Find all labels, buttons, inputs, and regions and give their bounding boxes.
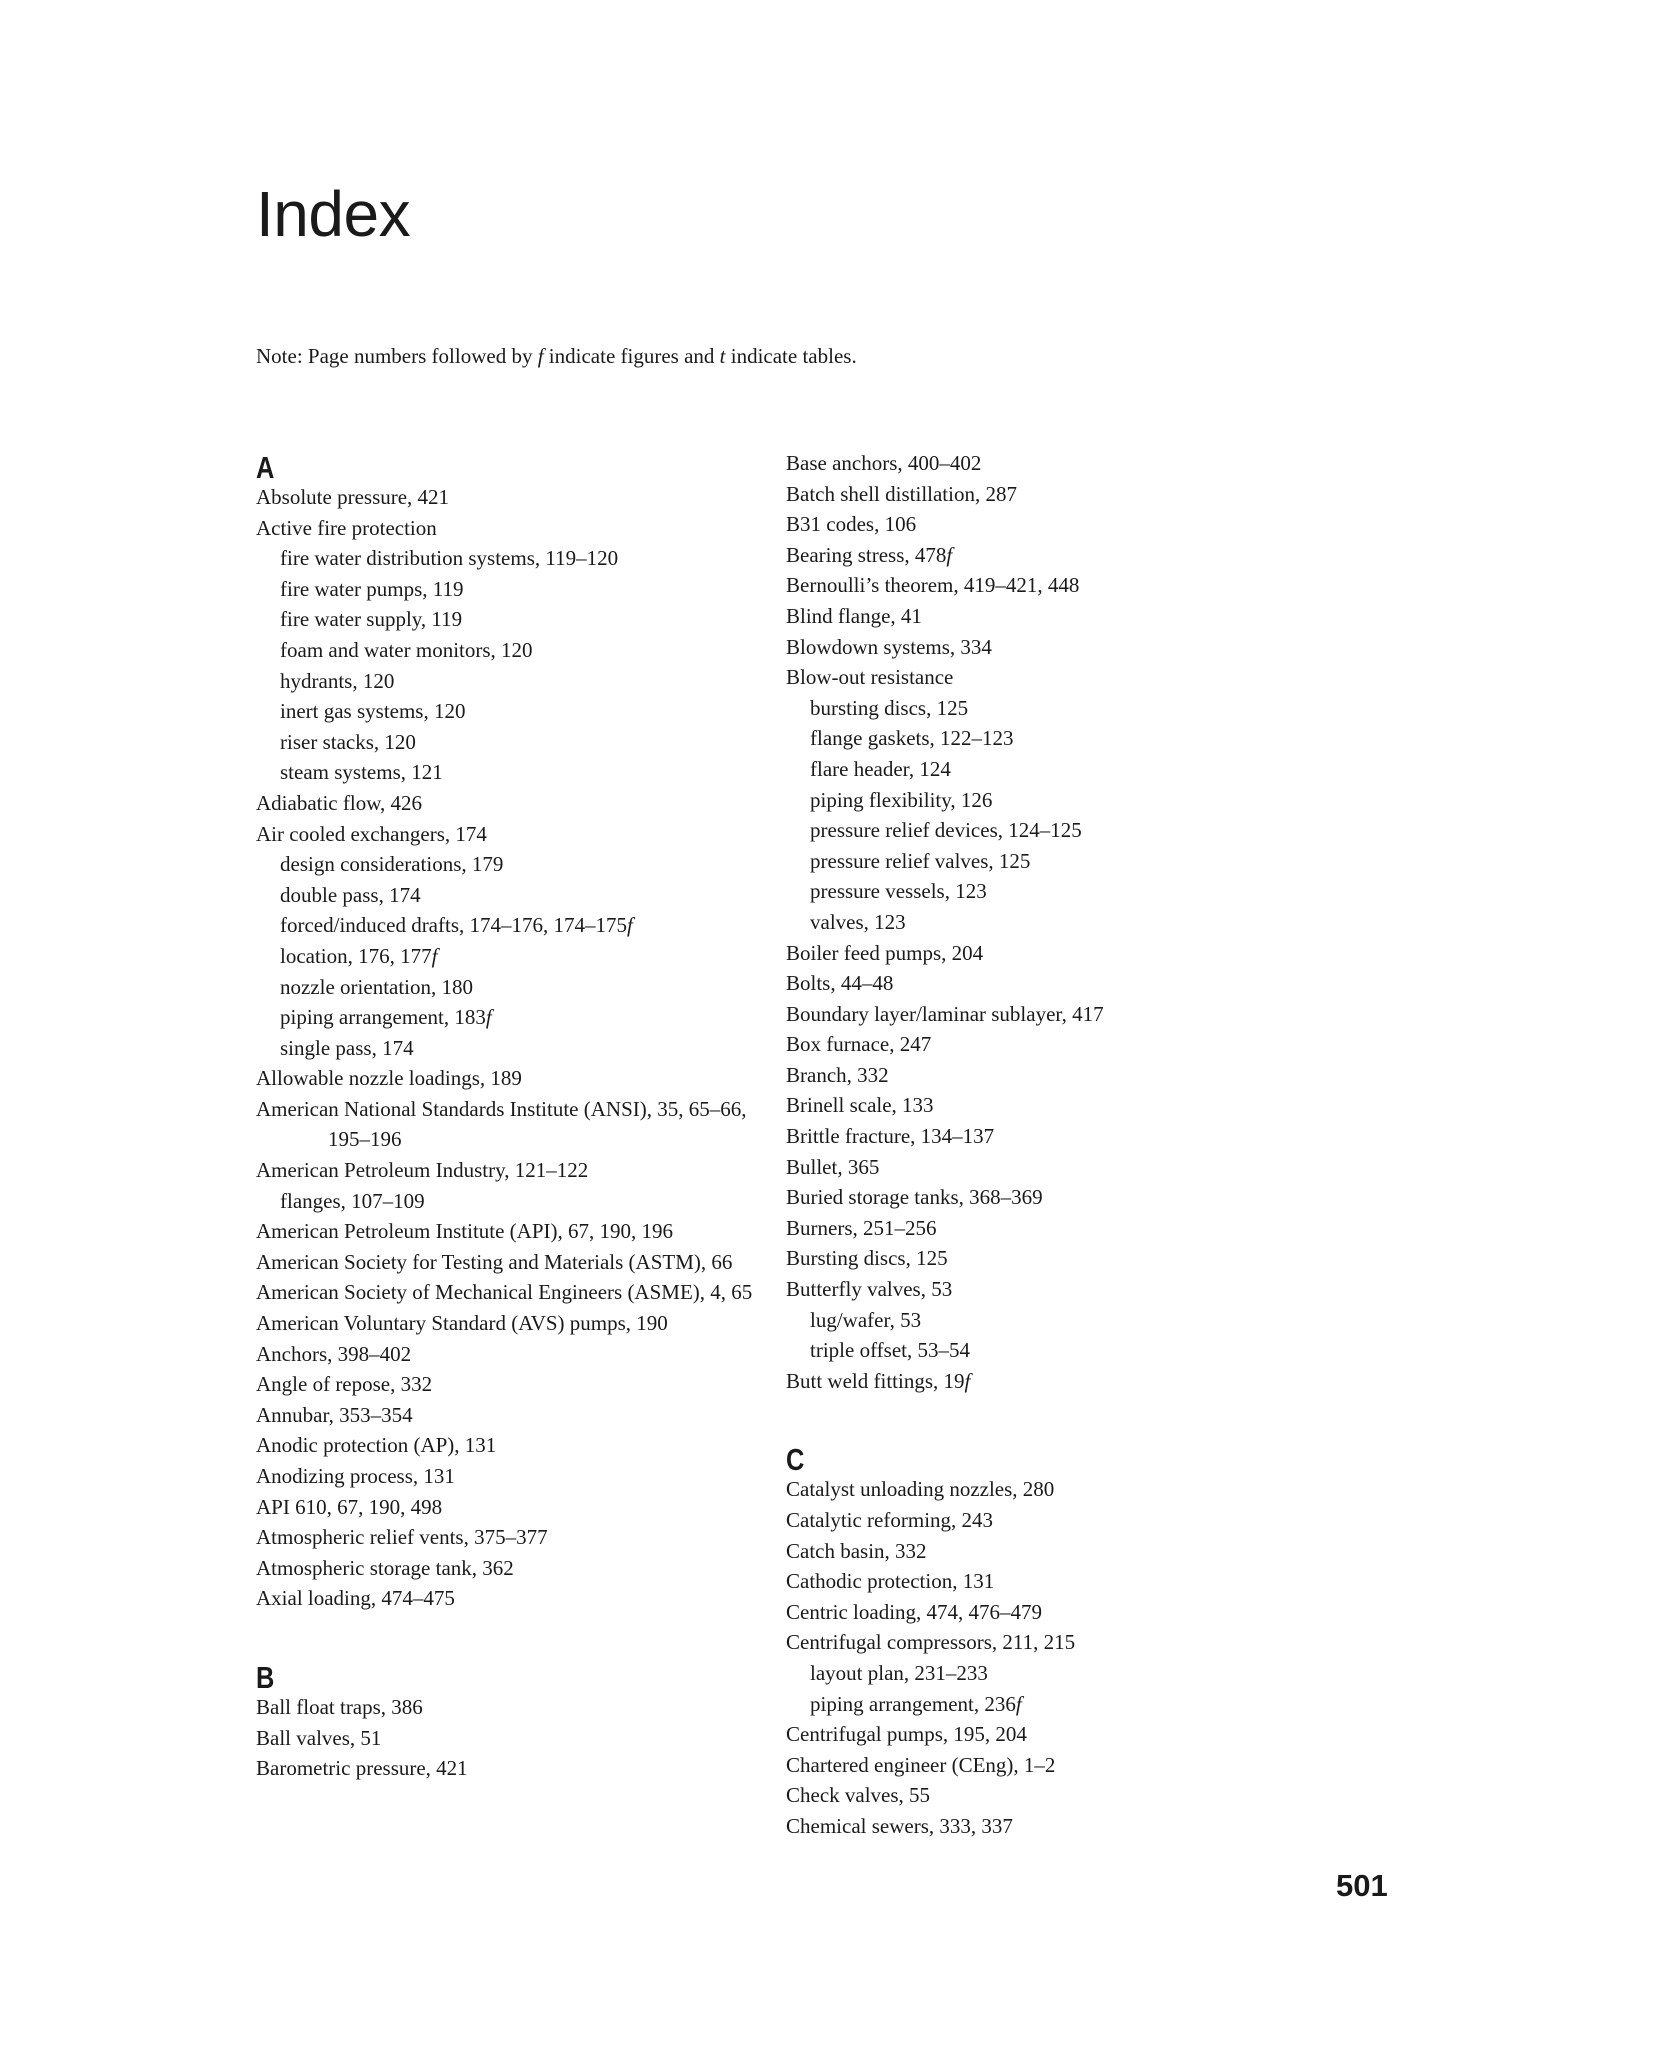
- index-subentry: nozzle orientation, 180: [280, 974, 474, 999]
- note-f: f: [537, 344, 544, 368]
- index-entry: Batch shell distillation, 287: [786, 481, 1017, 506]
- index-entry: Box furnace, 247: [786, 1032, 932, 1057]
- index-subentry: location, 176, 177f: [280, 943, 438, 968]
- index-subentry: pressure relief valves, 125: [810, 848, 1031, 873]
- index-entry: American Society of Mechanical Engineers (ASME), 4, 65: [256, 1280, 753, 1305]
- index-subentry: triple offset, 53–54: [810, 1338, 971, 1363]
- index-entry: Barometric pressure, 421: [256, 1756, 468, 1781]
- page-number: 501: [1336, 1868, 1388, 1903]
- letter-heading-b: B: [256, 1659, 275, 1695]
- index-entry: Anodizing process, 131: [256, 1464, 455, 1488]
- index-entry: American Petroleum Industry, 121–122: [256, 1158, 589, 1183]
- index-subentry: design considerations, 179: [280, 852, 504, 877]
- index-entry: Centrifugal pumps, 195, 204: [786, 1722, 1027, 1747]
- note-prefix: Note: Page numbers followed by: [256, 344, 538, 368]
- page-title: Index: [256, 178, 411, 250]
- index-subentry: fire water pumps, 119: [280, 576, 464, 601]
- index-entry: Chartered engineer (CEng), 1–2: [786, 1752, 1056, 1777]
- index-subentry: flange gaskets, 122–123: [810, 726, 1014, 751]
- index-entry: Anodic protection (AP), 131: [256, 1433, 497, 1458]
- index-entry: Butterfly valves, 53: [786, 1277, 953, 1302]
- index-entry: Ball float traps, 386: [256, 1694, 423, 1719]
- index-subentry: pressure relief devices, 124–125: [810, 818, 1082, 843]
- index-subentry: piping arrangement, 236f: [810, 1691, 1022, 1716]
- index-subentry: valves, 123: [810, 909, 906, 934]
- index-subentry: layout plan, 231–233: [810, 1660, 988, 1685]
- index-subentry: fire water supply, 119: [280, 607, 463, 632]
- index-entry: Adiabatic flow, 426: [256, 790, 423, 815]
- index-entry: Bernoulli’s theorem, 419–421, 448: [786, 573, 1080, 598]
- index-entry: American Society for Testing and Materials (ASTM), 66: [256, 1249, 733, 1274]
- index-entry: Catalyst unloading nozzles, 280: [786, 1477, 1055, 1502]
- letter-heading-a: A: [256, 450, 275, 485]
- index-entry: Brinell scale, 133: [786, 1093, 934, 1118]
- index-entry: Angle of repose, 332: [256, 1372, 433, 1397]
- index-subentry: piping arrangement, 183f: [280, 1005, 492, 1030]
- index-column-right: [786, 448, 1306, 1842]
- index-entry: Base anchors, 400–402: [786, 451, 982, 475]
- index-entry: Catalytic reforming, 243: [786, 1508, 994, 1532]
- index-subentry: steam systems, 121: [280, 760, 443, 785]
- index-entry: Active fire protection: [256, 515, 437, 540]
- index-entry: Brittle fracture, 134–137: [786, 1124, 995, 1149]
- index-entry: B31 codes, 106: [786, 512, 917, 537]
- index-entry: Bullet, 365: [786, 1154, 880, 1179]
- index-entry: Blowdown systems, 334: [786, 634, 992, 659]
- index-entry: Centrifugal compressors, 211, 215: [786, 1630, 1076, 1655]
- index-subentry: flanges, 107–109: [280, 1188, 425, 1213]
- index-entry: Bearing stress, 478f: [786, 542, 953, 567]
- index-subentry: single pass, 174: [280, 1035, 414, 1060]
- index-subentry: bursting discs, 125: [810, 695, 969, 720]
- index-entry: Boundary layer/laminar sublayer, 417: [786, 1001, 1104, 1026]
- index-subentry: inert gas systems, 120: [280, 699, 466, 724]
- section-gap: [786, 1396, 1306, 1440]
- index-entry: American Voluntary Standard (AVS) pumps, 190: [256, 1311, 668, 1336]
- index-entry: Boiler feed pumps, 204: [786, 940, 984, 965]
- index-entry: Air cooled exchangers, 174: [256, 821, 487, 846]
- index-entry: American Petroleum Institute (API), 67, 190, 196: [256, 1219, 674, 1244]
- index-entry: Absolute pressure, 421: [256, 485, 450, 509]
- index-subentry: hydrants, 120: [280, 668, 395, 693]
- index-entry: API 610, 67, 190, 498: [256, 1494, 443, 1519]
- index-entry: Centric loading, 474, 476–479: [786, 1599, 1043, 1624]
- index-subentry: pressure vessels, 123: [810, 879, 987, 904]
- index-entry: Catch basin, 332: [786, 1538, 927, 1563]
- index-subentry: riser stacks, 120: [280, 729, 416, 754]
- index-entry: Blind flange, 41: [786, 603, 922, 628]
- index-subentry: flare header, 124: [810, 756, 951, 781]
- section-gap: [256, 1614, 756, 1658]
- index-entry: Atmospheric relief vents, 375–377: [256, 1525, 548, 1550]
- index-entry: Burners, 251–256: [786, 1215, 937, 1240]
- note-middle: indicate figures and: [543, 344, 720, 368]
- index-entry: Butt weld fittings, 19f: [786, 1368, 971, 1393]
- index-entry: Bursting discs, 125: [786, 1246, 948, 1271]
- index-entry: American National Standards Institute (ANSI), 35, 65–66, 195–196: [256, 1096, 747, 1152]
- index-subentry: forced/induced drafts, 174–176, 174–175f: [280, 913, 633, 938]
- index-entry: Allowable nozzle loadings, 189: [256, 1066, 522, 1091]
- index-entry: Branch, 332: [786, 1062, 889, 1087]
- index-entry: Axial loading, 474–475: [256, 1586, 455, 1611]
- note-t: t: [719, 344, 726, 368]
- index-entry: Ball valves, 51: [256, 1725, 382, 1750]
- index-subentry: foam and water monitors, 120: [280, 637, 533, 662]
- index-entry: Blow-out resistance: [786, 665, 954, 690]
- index-note: [256, 344, 857, 369]
- index-subentry: piping flexibility, 126: [810, 787, 993, 812]
- note-suffix: indicate tables.: [725, 344, 857, 368]
- index-entry: Atmospheric storage tank, 362: [256, 1555, 514, 1580]
- index-entry: Check valves, 55: [786, 1783, 931, 1808]
- index-entry: Annubar, 353–354: [256, 1402, 413, 1427]
- index-entry: Chemical sewers, 333, 337: [786, 1813, 1013, 1838]
- index-entry: Buried storage tanks, 368–369: [786, 1185, 1043, 1210]
- index-entry: Bolts, 44–48: [786, 971, 894, 996]
- letter-heading-c: C: [786, 1442, 805, 1478]
- index-subentry: lug/wafer, 53: [810, 1307, 922, 1332]
- index-subentry: fire water distribution systems, 119–120: [280, 546, 619, 571]
- index-column-left: [256, 448, 756, 1784]
- index-subentry: double pass, 174: [280, 882, 421, 907]
- index-entry: Cathodic protection, 131: [786, 1569, 995, 1594]
- index-entry: Anchors, 398–402: [256, 1341, 412, 1366]
